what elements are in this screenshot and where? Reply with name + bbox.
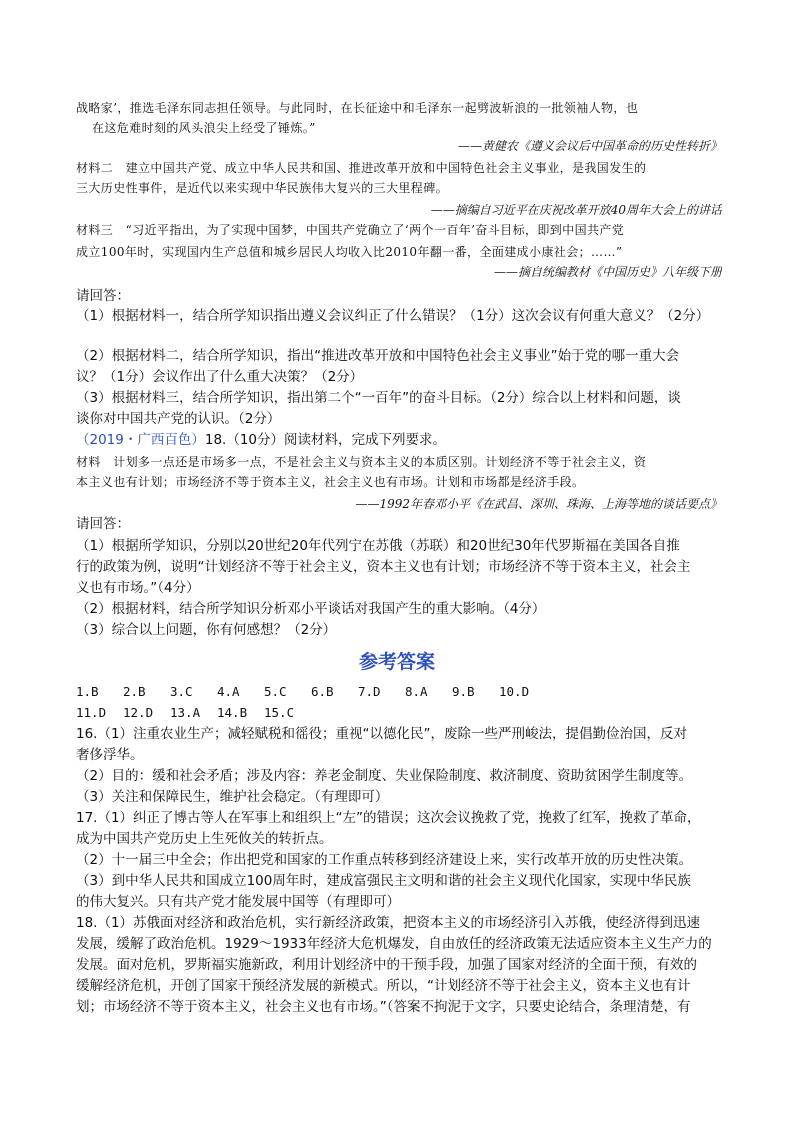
q18-material-source: ——1992年春邓小平《在武昌、深圳、珠海、上海等地的谈话要点》 <box>355 497 722 511</box>
q18-material-line-2: 本主义也有计划；市场经济不等于资本主义，社会主义也有市场。计划和市场都是经济手段。 <box>76 475 585 489</box>
answer-17-part-3-line-2: 的伟大复兴。只有共产党才能发展中国等（有理即可） <box>76 894 400 910</box>
q17-ask: 请回答： <box>76 288 130 304</box>
answer-row-2 <box>76 703 722 723</box>
answer-16-part-3: （3）关注和保障民生，维护社会稳定。（有理即可） <box>76 789 389 805</box>
material-3-line-1: 材料三 “习近平指出，为了实现中国梦，中国共产党确立了‘两个一百年’奋斗目标，即到中国共产党 <box>76 223 625 237</box>
q18-part-3: （3）综合以上问题，你有何感想？（2分） <box>76 622 337 638</box>
answer-11: 11.D <box>76 705 107 720</box>
answer-7: 7.D <box>358 684 381 699</box>
material-3-line-2: 成立100年时，实现国内生产总值和城乡居民人均收入比2010年翻一番，全面建成小康社会；……” <box>76 245 623 259</box>
material-1-line-1: 战略家’，推选毛泽东同志担任领导。与此同时，在长征途中和毛泽东一起劈波斩浪的一批领袖人物，也 <box>76 101 639 115</box>
answer-18-part-1-line-5: 划；市场经济不等于资本主义，社会主义也有市场。”（答案不拘泥于文字，只要史论结合，条理清楚，有 <box>76 999 691 1015</box>
answer-10: 10.D <box>499 684 530 699</box>
q18-part-1-line-1: （1）根据所学知识，分别以20世纪20年代列宁在苏俄（苏联）和20世纪30年代罗斯福在美国各自推 <box>76 538 680 554</box>
answer-14: 14.B <box>217 705 248 720</box>
answer-17-part-1-line-2: 成为中国共产党历史上生死攸关的转折点。 <box>76 831 333 847</box>
answer-16-part-1-line-2: 奢侈浮华。 <box>76 747 144 763</box>
q18-part-1-line-3: 义也有市场。”（4分） <box>76 580 200 596</box>
answer-4: 4.A <box>217 684 240 699</box>
answer-17-part-1-line-1: 17.（1）纠正了博古等人在军事上和组织上“左”的错误；这次会议挽救了党，挽救了红军，挽救了革命， <box>76 810 701 826</box>
answer-18-part-1-line-2: 发展，缓解了政治危机。1929～1933年经济大危机爆发，自由放任的经济政策无法适应资本主义生产力的 <box>76 936 712 952</box>
q17-part-3-line-2: 谈你对中国共产党的认识。（2分） <box>76 411 281 427</box>
answer-5: 5.C <box>264 684 287 699</box>
answer-6: 6.B <box>311 684 334 699</box>
answer-18-part-1-line-1: 18.（1）苏俄面对经济和政治危机，实行新经济政策，把资本主义的市场经济引入苏俄，使经济得到迅速 <box>76 915 701 931</box>
answer-2: 2.B <box>123 684 146 699</box>
answer-9: 9.B <box>452 684 475 699</box>
answer-1: 1.B <box>76 684 99 699</box>
q17-part-1: （1）根据材料一，结合所学知识指出遵义会议纠正了什么错误？（1分）这次会议有何重大意义？（2分） <box>76 308 710 324</box>
answer-3: 3.C <box>170 684 193 699</box>
q17-part-2-line-1: （2）根据材料二，结合所学知识，指出“推进改革开放和中国特色社会主义事业”始于党的哪一重大会 <box>76 348 680 364</box>
q18-source-tag: （2019・广西百色） <box>76 432 205 448</box>
answer-15: 15.C <box>264 705 295 720</box>
answer-12: 12.D <box>123 705 154 720</box>
material-2-line-2: 三大历史性事件，是近代以来实现中华民族伟大复兴的三大里程碑。 <box>76 181 449 195</box>
answer-18-part-1-line-3: 发展。面对危机，罗斯福实施新政，利用计划经济中的干预手段，加强了国家对经济的全面干预，有效的 <box>76 957 697 973</box>
answer-16-part-2: （2）目的：缓和社会矛盾；涉及内容：养老金制度、失业保险制度、救济制度、资助贫困学生制度等。 <box>76 768 693 784</box>
q17-part-3-line-1: （3）根据材料三，结合所学知识，指出第二个“一百年”的奋斗目标。（2分）综合以上材料和问题，谈 <box>76 390 681 406</box>
q18-ask: 请回答： <box>76 516 130 532</box>
answer-row-1 <box>76 682 722 702</box>
answer-18-part-1-line-4: 缓解经济危机，开创了国家干预经济发展的新模式。所以，“计划经济不等于社会主义，资本主义也有计 <box>76 978 691 994</box>
material-1-line-2: 在这危难时刻的风头浪尖上经受了锤炼。” <box>92 121 316 135</box>
answer-17-part-3-line-1: （3）到中华人民共和国成立100周年时，建成富强民主文明和谐的社会主义现代化国家，实现中华民族 <box>76 873 691 889</box>
answer-16-part-1-line-1: 16.（1）注重农业生产；减轻赋税和徭役；重视“以德化民”，废除一些严刑峻法，提倡勤俭治国，反对 <box>76 726 688 742</box>
material-2-source: ——摘编自习近平在庆祝改革开放40周年大会上的讲话 <box>430 203 722 217</box>
material-3-source: ——摘自统编教材《中国历史》八年级下册 <box>493 265 722 279</box>
answer-17-part-2: （2）十一届三中全会；作出把党和国家的工作重点转移到经济建设上来，实行改革开放的历史性决策。 <box>76 852 693 868</box>
answers-title: 参考答案 <box>358 651 435 673</box>
material-1-source: ——黄健农《遵义会议后中国革命的历史性转折》 <box>457 139 722 153</box>
answer-13: 13.A <box>170 705 201 720</box>
q18-heading <box>76 430 722 450</box>
q18-part-1-line-2: 行的政策为例，说明“计划经济不等于社会主义，资本主义也有计划；市场经济不等于资本主义，社会主 <box>76 559 691 575</box>
q18-material-line-1: 材料 计划多一点还是市场多一点，不是社会主义与资本主义的本质区别。计划经济不等于社会主义，资 <box>76 455 647 469</box>
material-2-line-1: 材料二 建立中国共产党、成立中华人民共和国、推进改革开放和中国特色社会主义事业，是我国发生的 <box>76 161 647 175</box>
q18-title: 18.（10分）阅读材料，完成下列要求。 <box>204 432 447 448</box>
q17-part-2-line-2: 议？（1分）会议作出了什么重大决策？（2分） <box>76 369 364 385</box>
answer-8: 8.A <box>405 684 428 699</box>
q18-part-2: （2）根据材料，结合所学知识分析邓小平谈话对我国产生的重大影响。（4分） <box>76 601 546 617</box>
